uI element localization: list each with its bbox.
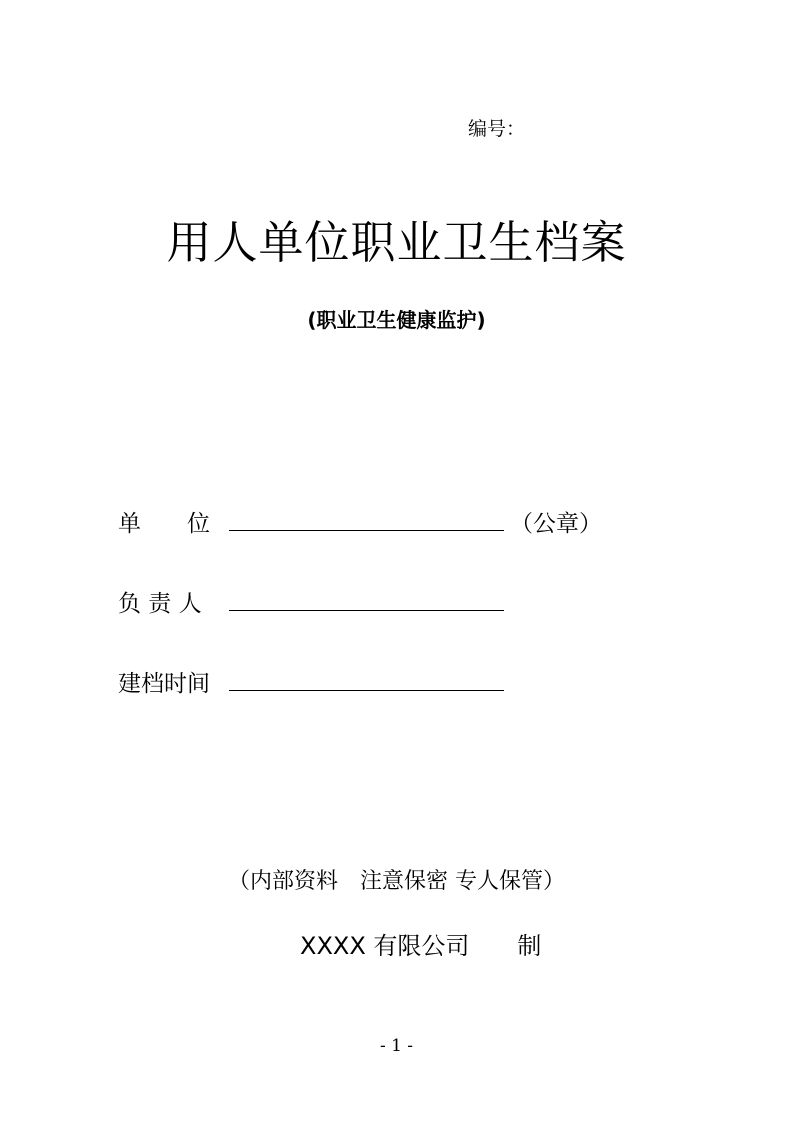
field-line-responsible-person[interactable] <box>229 610 504 611</box>
issuer-line: XXXX 有限公司 制 <box>300 932 542 960</box>
field-line-unit[interactable] <box>229 530 504 531</box>
field-suffix-seal: （公章） <box>510 511 602 537</box>
serial-number-label: 编号： <box>468 118 526 140</box>
field-label-unit: 单 位 <box>118 511 210 537</box>
document-subtitle: (职业卫生健康监护) <box>307 308 486 332</box>
field-line-filing-date[interactable] <box>229 690 504 691</box>
field-label-filing-date: 建档时间 <box>118 671 210 697</box>
field-label-responsible-person: 负 责 人 <box>118 591 202 617</box>
document-title: 用人单位职业卫生档案 <box>166 216 627 269</box>
confidentiality-note: （内部资料 注意保密 专人保管） <box>228 869 565 894</box>
page-number: - 1 - <box>379 1036 414 1056</box>
